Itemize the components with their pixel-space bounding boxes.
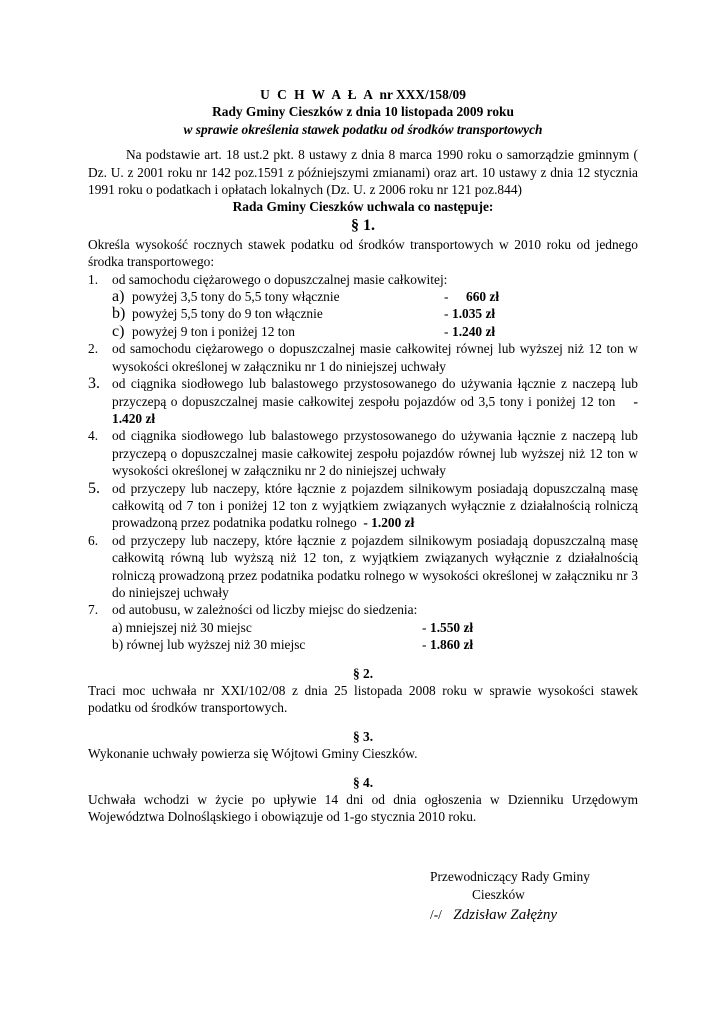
item-text: od samochodu ciężarowego o dopuszczalnej masie całkowitej równej lub wyższej niż 12 ton w wysokości określonej w załączniku nr 1 do niniejszej uchwały (112, 341, 638, 374)
sub-item (112, 305, 638, 322)
document-subject: w sprawie określenia stawek podatku od środków transportowych (183, 121, 543, 137)
legal-basis-paragraph: Na podstawie art. 18 ust.2 pkt. 8 ustawy z dnia 8 marca 1990 roku o samorządzie gminnym ( Dz. U. z 2001 roku nr 142 poz.1591 z późniejszymi zmianami) oraz art. 10 ustawy z dnia 12 stycznia 1991 roku o podatkach i opłatach lokalnych (Dz. U. z 2006 roku nr 121 poz.844) (88, 147, 638, 198)
sub-dash: - (444, 289, 449, 305)
item-number: 6. (88, 532, 99, 548)
list-item (88, 480, 638, 532)
section-1-heading: § 1. (351, 216, 375, 234)
item-number: 4. (88, 428, 99, 444)
list-item (88, 340, 638, 375)
list-item (88, 427, 638, 479)
sub-text: b) równej lub wyższej niż 30 miejsc (112, 637, 306, 653)
item-text: od przyczepy lub naczepy, które łącznie z pojazdem silnikowym posiadają dopuszczalną masę całkowitą od 7 ton i poniżej 12 ton z wyjątkiem związanych wyłącznie z działalnością rolniczą prowadzoną przez podatnika podatku rolnego (112, 480, 638, 531)
resolves-line: Rada Gminy Cieszków uchwala co następuje: (232, 199, 494, 215)
section-3-heading: § 3. (352, 728, 374, 744)
document-page (88, 86, 638, 826)
list-item (88, 601, 638, 618)
signature-block (430, 868, 630, 924)
item-number: 5. (88, 479, 100, 497)
signatory-place: Cieszków (472, 887, 525, 902)
sub-text: powyżej 5,5 tony do 9 ton włącznie (132, 306, 323, 322)
section-1-intro: Określa wysokość rocznych stawek podatku od środków transportowych w 2010 roku od jednego środka transportowego: (88, 236, 638, 270)
rate-amount: 660 zł (466, 289, 500, 305)
sub-text: powyżej 9 ton i poniżej 12 ton (132, 323, 295, 339)
title-text: U C H W A Ł A (260, 87, 375, 102)
item-text: od przyczepy lub naczepy, które łącznie z pojazdem silnikowym posiadają dopuszczalną masę całkowitą równą lub wyższą niż 12 ton, z wyjątkiem związanych wyłącznie z działalnością rolniczą prowadzoną przez podatnika podatku rolnego w wysokości określonej w załączniku nr 3 do niniejszej uchwały (112, 532, 638, 600)
sub-letter: c) (112, 322, 125, 340)
sub-item (112, 288, 638, 305)
list-item (88, 375, 638, 427)
rate-amount: - 1.420 zł (112, 393, 639, 426)
section-4-text: Uchwała wchodzi w życie po upływie 14 dni od dnia ogłoszenia w Dzienniku Urzędowym Województwa Dolnośląskiego i obowiązuje od 1-go stycznia 2010 roku. (88, 792, 638, 825)
sub-dash: - (444, 323, 449, 339)
item-text: od samochodu ciężarowego o dopuszczalnej masie całkowitej: (112, 271, 448, 287)
item-text: od autobusu, w zależności od liczby miejsc do siedzenia: (112, 602, 418, 618)
document-subtitle: Rady Gminy Cieszków z dnia 10 listopada 2009 roku (212, 104, 514, 120)
rate-amount: 1.035 zł (452, 306, 496, 322)
document-title (88, 86, 638, 103)
signatory-role: Przewodniczący Rady Gminy (430, 869, 590, 884)
rate-amount: 1.550 zł (430, 619, 474, 635)
sub-dash: - (422, 619, 427, 635)
sub-item (112, 323, 638, 340)
sub-text: powyżej 3,5 tony do 5,5 tony włącznie (132, 289, 340, 305)
section-4-heading: § 4. (352, 774, 374, 790)
section-3-text: Wykonanie uchwały powierza się Wójtowi Gminy Cieszków. (88, 746, 418, 762)
rate-amount: - 1.200 zł (363, 515, 415, 531)
rate-amount: 1.240 zł (452, 323, 496, 339)
item-number: 3. (88, 375, 100, 393)
section-2-heading: § 2. (352, 665, 374, 681)
item-text: od ciągnika siodłowego lub balastowego przystosowanego do używania łącznie z naczepą lub przyczepą o dopuszczalnej masie całkowitej zespołu pojazdów równej lub wyższej niż 12 ton w wysokości określonej w załączniku nr 2 do niniejszej uchwały (112, 428, 638, 479)
item-number: 1. (88, 271, 99, 287)
sub-letter: b) (112, 305, 126, 323)
item-number: 2. (88, 341, 99, 357)
rates-list (88, 271, 638, 654)
item-number: 7. (88, 602, 99, 618)
sub-text: a) mniejszej niż 30 miejsc (112, 619, 252, 635)
sub-item (112, 619, 638, 636)
list-item (88, 271, 638, 288)
resolution-number: nr XXX/158/09 (379, 87, 466, 102)
sub-letter: a) (112, 288, 125, 306)
signature-mark: /-/ (430, 907, 442, 922)
signatory-name: Zdzisław Załężny (453, 907, 558, 923)
sub-item (112, 636, 638, 653)
section-2-text: Traci moc uchwała nr XXI/102/08 z dnia 25 listopada 2008 roku w sprawie wysokości stawek podatku od środków transportowych. (88, 683, 638, 716)
sub-dash: - (444, 306, 449, 322)
list-item (88, 532, 638, 602)
item-text: od ciągnika siodłowego lub balastowego przystosowanego do używania łącznie z naczepą lub przyczepą o dopuszczalnej masie całkowitej zespołu pojazdów od 3,5 tony i poniżej 12 ton (112, 376, 638, 409)
rate-amount: 1.860 zł (430, 637, 474, 653)
sub-dash: - (422, 637, 427, 653)
